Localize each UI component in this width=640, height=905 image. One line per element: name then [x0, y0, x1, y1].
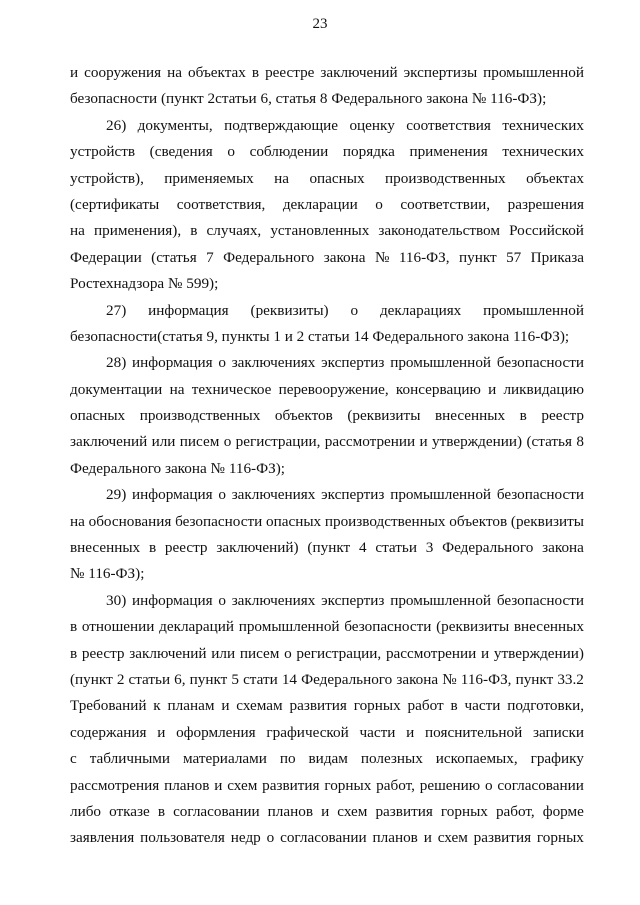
word: решению — [419, 776, 481, 794]
word: (сертификаты — [70, 195, 160, 213]
word: документации — [70, 380, 163, 398]
word: ликвидацию — [503, 380, 584, 398]
word: работ, — [495, 802, 535, 820]
text-line — [70, 139, 584, 165]
word: заключений) — [216, 539, 299, 557]
word: утверждении) — [493, 644, 584, 662]
word: о — [266, 829, 275, 847]
word: промышленной — [238, 618, 340, 636]
word: в — [70, 618, 78, 636]
word: производственных — [385, 169, 506, 187]
word: и — [321, 802, 330, 820]
word: или — [151, 433, 176, 451]
word: Федерации — [70, 248, 142, 266]
text-line — [70, 429, 584, 455]
word: экспертиз — [321, 354, 385, 372]
text-line — [70, 693, 584, 719]
word: 26) — [106, 116, 127, 134]
word: 33.2 — [557, 670, 584, 688]
text-line-content: Ростехнадзора № 599); — [70, 275, 219, 293]
word: о — [223, 433, 232, 451]
word: горных — [353, 697, 401, 715]
word: развития — [262, 776, 320, 794]
word: заключениях — [231, 486, 316, 504]
word: планам — [167, 697, 215, 715]
word: пункт — [189, 670, 228, 688]
word: развития — [473, 829, 532, 847]
text-line — [70, 482, 584, 508]
word: в — [70, 644, 78, 662]
word: декларациях — [379, 301, 462, 319]
word: заключений — [320, 64, 398, 81]
word: работ — [407, 697, 444, 715]
word: 116-ФЗ, — [460, 670, 512, 688]
word: регистрации, — [296, 644, 382, 662]
word: объектах — [526, 169, 584, 187]
word: реестр — [541, 407, 584, 425]
word: подтверждающие — [224, 116, 339, 134]
word: содержания — [70, 723, 147, 741]
word: по — [279, 750, 296, 768]
word: в — [157, 802, 165, 820]
text-line — [70, 271, 584, 297]
word: экспертиз — [321, 486, 385, 504]
word: схем — [337, 802, 368, 820]
word: № — [374, 248, 390, 266]
word: горных — [536, 829, 584, 847]
word: пользователя — [140, 829, 225, 847]
word: регистрации, — [235, 433, 321, 451]
word: информация — [148, 301, 229, 319]
word: сооружения — [84, 64, 162, 81]
word: видам — [308, 750, 348, 768]
word: реестр — [81, 644, 125, 662]
word: в — [450, 697, 458, 715]
word: оценку — [349, 116, 395, 134]
word: и — [214, 776, 223, 794]
text-line — [70, 535, 584, 561]
word: перевооружение, — [278, 380, 389, 398]
word: (реквизиты — [436, 618, 510, 636]
word: 30) — [106, 591, 127, 609]
word: 5 — [231, 670, 239, 688]
text-line — [70, 218, 584, 244]
word: случаях, — [206, 222, 262, 240]
text-line — [70, 192, 584, 218]
word: декларации — [282, 195, 358, 213]
word: применения — [409, 143, 488, 161]
word: в — [519, 407, 527, 425]
word: планов — [372, 829, 418, 847]
word: внесенных — [70, 539, 141, 557]
word: технических — [502, 143, 584, 161]
word: стати — [243, 670, 278, 688]
word: экспертизы — [403, 64, 478, 81]
word: безопасности — [344, 618, 432, 636]
word: соответствии, — [400, 195, 491, 213]
word: графической — [266, 723, 349, 741]
word: Российской — [509, 222, 584, 240]
word: к — [153, 697, 161, 715]
word: Федерального — [442, 539, 534, 557]
word: рассмотрении — [385, 644, 477, 662]
word: устройств — [70, 143, 136, 161]
word: законодательством — [378, 222, 500, 240]
word: обоснования — [88, 512, 172, 530]
word: объектов — [449, 512, 508, 530]
text-line-content: безопасности(статья 9, пункты 1 и 2 статьи 14 Федерального закона 116-ФЗ); — [70, 327, 570, 345]
text-line-content: № 116-ФЗ); — [70, 565, 145, 583]
word: (статья — [151, 248, 197, 266]
word: Требований — [70, 697, 147, 715]
text-line-content: Федерального закона № 116-ФЗ); — [70, 459, 285, 477]
word: части — [464, 697, 501, 715]
word: промышленной — [390, 486, 492, 504]
word: объектах — [188, 64, 246, 81]
word: безопасности — [496, 591, 584, 609]
word: заключений — [70, 433, 148, 451]
word: (сведения — [149, 143, 213, 161]
word: документы, — [137, 116, 213, 134]
word: или — [211, 644, 236, 662]
word: в — [251, 64, 260, 81]
word: закона — [542, 539, 584, 557]
word: безопасности — [175, 512, 263, 530]
word: записки — [532, 723, 584, 741]
word: статьи — [128, 670, 171, 688]
word: схемам — [236, 697, 283, 715]
word: безопасности — [496, 354, 584, 372]
word: (реквизиты — [510, 512, 584, 530]
word: полезных — [360, 750, 423, 768]
word: о — [218, 486, 226, 504]
word: развития — [375, 802, 433, 820]
word: заключениях — [231, 591, 316, 609]
word: в — [148, 539, 157, 557]
word: рассмотрения — [70, 776, 160, 794]
word: либо — [70, 802, 102, 820]
word: планов — [164, 776, 210, 794]
word: консервацию — [395, 380, 481, 398]
word: горных — [324, 776, 372, 794]
word: промышленной — [483, 64, 584, 81]
word: на — [169, 380, 185, 398]
word: 8 — [576, 433, 584, 451]
text-line — [70, 350, 584, 376]
word: пункт — [458, 248, 497, 266]
word: Приказа — [530, 248, 584, 266]
word: (реквизиты) — [250, 301, 329, 319]
text-line — [70, 641, 584, 667]
text-line — [70, 588, 584, 614]
word: соблюдении — [249, 143, 329, 161]
word: экспертиз — [321, 591, 385, 609]
word: закона — [396, 670, 439, 688]
text-line — [70, 166, 584, 192]
word: и — [406, 723, 415, 741]
word: и — [423, 829, 432, 847]
word: о — [375, 195, 383, 213]
word: опасных — [265, 512, 322, 530]
word: утверждении) — [432, 433, 523, 451]
word: № — [442, 670, 457, 688]
word: схем — [437, 829, 468, 847]
word: 2 — [116, 670, 125, 688]
word: о — [227, 143, 235, 161]
word: 6, — [174, 670, 186, 688]
word: форме — [542, 802, 584, 820]
word: 14 — [281, 670, 298, 688]
word: внесенных — [513, 618, 584, 636]
word: рассмотрении — [324, 433, 416, 451]
text-line — [70, 746, 584, 772]
word: (пункт — [70, 670, 113, 688]
word: установленных — [270, 222, 370, 240]
word: части — [359, 723, 396, 741]
text-line — [70, 377, 584, 403]
text-line — [70, 825, 584, 851]
word: отношении — [81, 618, 155, 636]
word: промышленной — [390, 591, 492, 609]
word: статьи — [375, 539, 417, 557]
word: 27) — [106, 301, 127, 319]
word: промышленной — [390, 354, 492, 372]
word: информация — [132, 486, 213, 504]
word: Федерального — [301, 670, 393, 688]
word: (реквизиты — [347, 407, 421, 425]
word: и — [488, 380, 497, 398]
word: 29) — [106, 486, 127, 504]
document-body — [70, 60, 584, 852]
text-line — [70, 324, 584, 350]
word: 3 — [425, 539, 434, 557]
word: о — [350, 301, 359, 319]
word: в — [190, 222, 198, 240]
text-line — [70, 245, 584, 271]
text-line-content: безопасности (пункт 2статьи 6, статья 8 Федерального закона № 116-ФЗ); — [70, 90, 547, 108]
word: объектов — [274, 407, 333, 425]
word: на — [70, 512, 85, 530]
text-line — [70, 298, 584, 324]
word: производственных — [139, 407, 261, 425]
word: писем — [239, 644, 280, 662]
word: схем — [227, 776, 258, 794]
word: опасных — [309, 169, 365, 187]
word: и — [221, 697, 230, 715]
text-line — [70, 456, 584, 482]
word: технических — [502, 116, 584, 134]
word: о — [484, 776, 493, 794]
text-line — [70, 799, 584, 825]
word: согласовании — [497, 776, 584, 794]
word: порядка — [342, 143, 395, 161]
word: реестре — [265, 64, 315, 81]
word: заключений — [129, 644, 207, 662]
page-number: 23 — [312, 16, 328, 32]
word: ископаемых, — [435, 750, 518, 768]
text-line — [70, 720, 584, 746]
word: опасных — [70, 407, 126, 425]
word: безопасности — [496, 486, 584, 504]
text-line — [70, 86, 584, 112]
word: устройств), — [70, 169, 144, 187]
word: информация — [132, 354, 213, 372]
word: 4 — [358, 539, 367, 557]
word: соответствия — [406, 116, 491, 134]
word: информация — [132, 591, 213, 609]
text-line — [70, 509, 584, 535]
word: отказе — [109, 802, 150, 820]
word: горных — [440, 802, 488, 820]
word: 116-ФЗ, — [398, 248, 450, 266]
word: работ, — [376, 776, 415, 794]
word: согласовании — [280, 829, 367, 847]
word: деклараций — [159, 618, 235, 636]
word: о — [218, 591, 226, 609]
word: (пункт — [307, 539, 351, 557]
word: оформления — [176, 723, 256, 741]
word: согласовании — [173, 802, 260, 820]
word: писем — [179, 433, 220, 451]
word: пояснительной — [425, 723, 523, 741]
text-line — [70, 561, 584, 587]
word: заключениях — [231, 354, 316, 372]
word: материалами — [182, 750, 267, 768]
text-line — [70, 403, 584, 429]
word: 57 — [506, 248, 522, 266]
word: Федерального — [223, 248, 315, 266]
word: производственных — [324, 512, 446, 530]
word: планов — [267, 802, 314, 820]
word: (статья — [526, 433, 572, 451]
word: применения), — [93, 222, 182, 240]
word: подготовки, — [507, 697, 584, 715]
word: промышленной — [483, 301, 584, 319]
text-line — [70, 667, 584, 693]
word: и — [481, 644, 490, 662]
word: внесенных — [434, 407, 506, 425]
word: техническое — [191, 380, 272, 398]
text-line — [70, 113, 584, 139]
text-line — [70, 60, 584, 86]
text-line — [70, 614, 584, 640]
word: на — [70, 222, 85, 240]
word: и — [419, 433, 428, 451]
word: о — [218, 354, 226, 372]
word: с — [70, 750, 77, 768]
word: на — [167, 64, 183, 81]
word: табличными — [89, 750, 171, 768]
word: разрешения — [507, 195, 584, 213]
word: развития — [289, 697, 347, 715]
word: и — [70, 64, 79, 81]
word: и — [157, 723, 166, 741]
word: соответствия, — [176, 195, 266, 213]
word: закона — [323, 248, 366, 266]
word: применяемых — [164, 169, 254, 187]
word: о — [284, 644, 292, 662]
word: недр — [230, 829, 261, 847]
word: пункт — [515, 670, 554, 688]
word: 7 — [206, 248, 214, 266]
text-line — [70, 773, 584, 799]
word: графику — [530, 750, 584, 768]
word: 28) — [106, 354, 127, 372]
word: заявления — [70, 829, 135, 847]
word: реестр — [164, 539, 208, 557]
word: на — [274, 169, 290, 187]
